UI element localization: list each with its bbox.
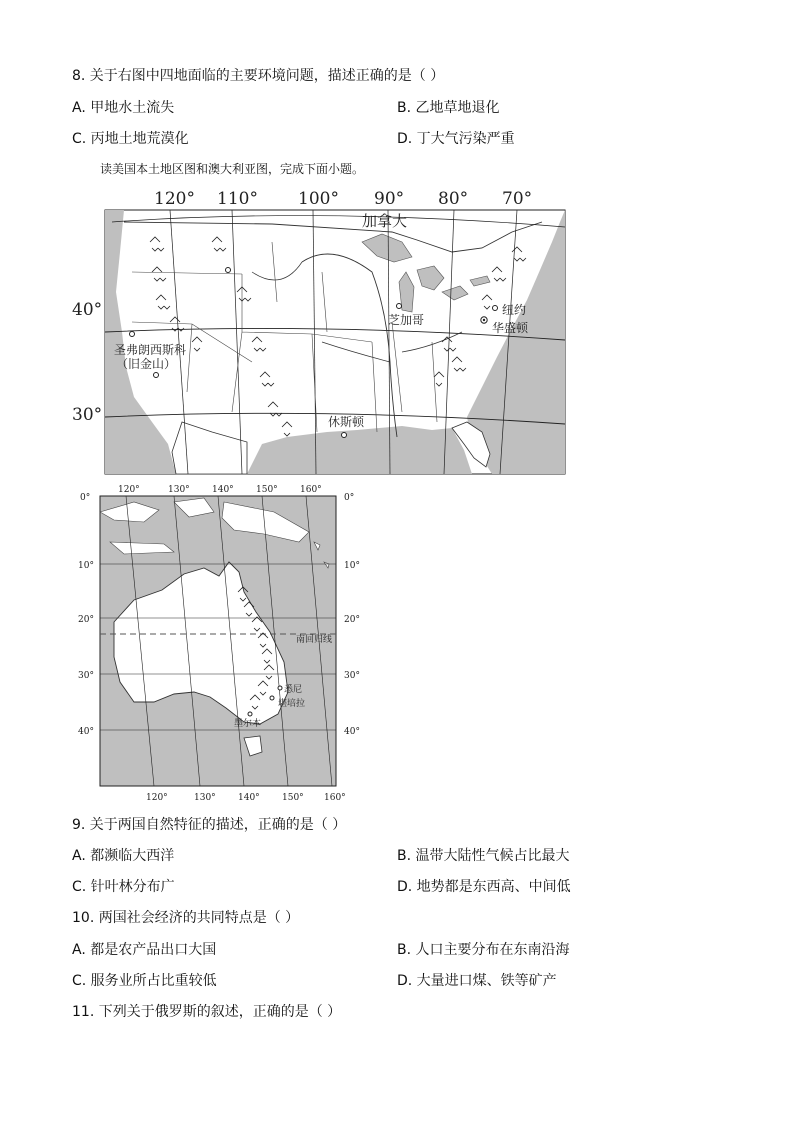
q11-stem: 11. 下列关于俄罗斯的叙述，正确的是（ ） [72,1004,342,1020]
aus-right-lat-label: 0° [344,493,355,503]
aus-left-lat-label: 0° [80,493,91,503]
aus-label-tropic: 南回归线 [296,635,333,645]
aus-top-lon-label: 120° [118,485,140,495]
usa-label-houston: 休斯顿 [328,415,365,429]
usa-label-newyork: 纽约 [502,303,527,317]
q9-stem: 9. 关于两国自然特征的描述，正确的是（ ） [72,817,347,833]
q10-stem: 10. 两国社会经济的共同特点是（ ） [72,910,300,926]
q9-option-d: D. 地势都是东西高、中间低 [397,879,571,895]
aus-label-melbourne: 墨尔本 [234,719,262,729]
aus-bottom-lon-label: 150° [282,793,304,803]
usa-label-chicago: 芝加哥 [388,313,425,327]
aus-left-lat-label: 30° [78,671,94,681]
usa-label-sf: 圣弗朗西斯科 [114,343,187,357]
usa-map-frame [105,210,565,474]
usa-lon-label: 90° [374,189,405,209]
q8-option-c: C. 丙地土地荒漠化 [72,131,189,147]
aus-left-lat-label: 40° [78,727,94,737]
aus-bottom-lon-label: 130° [194,793,216,803]
aus-left-lat-label: 10° [78,561,94,571]
aus-top-lon-label: 150° [256,485,278,495]
q9-option-c: C. 针叶林分布广 [72,879,175,895]
usa-lon-label: 100° [298,189,339,209]
aus-bottom-lon-label: 140° [238,793,260,803]
q8-option-a: A. 甲地水土流失 [72,100,175,116]
aus-top-lon-label: 160° [300,485,322,495]
aus-right-lat-label: 20° [344,615,360,625]
aus-label-canberra: 堪培拉 [278,699,306,709]
aus-bottom-lon-label: 160° [324,793,346,803]
aus-top-lon-label: 140° [212,485,234,495]
usa-lat-label: 40° [72,300,103,320]
usa-label-sf-alt: （旧金山） [116,357,177,371]
australia-map [74,482,374,804]
aus-label-sydney: 悉尼 [284,685,303,695]
aus-right-lat-label: 40° [344,727,360,737]
usa-lon-label: 110° [217,189,258,209]
aus-left-lat-label: 20° [78,615,94,625]
aus-bottom-lon-label: 120° [146,793,168,803]
aus-right-lat-label: 30° [344,671,360,681]
intro-text: 读美国本土地区图和澳大利亚图，完成下面小题。 [100,162,365,176]
q8-option-d: D. 丁大气污染严重 [397,131,515,147]
q10-option-b: B. 人口主要分布在东南沿海 [397,942,570,958]
q8-option-b: B. 乙地草地退化 [397,100,500,116]
q9-option-a: A. 都濒临大西洋 [72,848,175,864]
q10-option-a: A. 都是农产品出口大国 [72,942,217,958]
usa-lon-label: 120° [154,189,195,209]
q10-option-d: D. 大量进口煤、铁等矿产 [397,973,557,989]
usa-label-canada: 加拿大 [362,212,408,230]
usa-lat-label: 30° [72,405,103,425]
usa-label-washington: 华盛顿 [492,321,529,335]
usa-lon-label: 70° [502,189,533,209]
usa-lon-label: 80° [438,189,469,209]
q8-stem: 8. 关于右图中四地面临的主要环境问题，描述正确的是（ ） [72,68,445,84]
q10-option-c: C. 服务业所占比重较低 [72,973,217,989]
q9-option-b: B. 温带大陆性气候占比最大 [397,848,570,864]
aus-right-lat-label: 10° [344,561,360,571]
aus-top-lon-label: 130° [168,485,190,495]
usa-map [72,182,572,482]
